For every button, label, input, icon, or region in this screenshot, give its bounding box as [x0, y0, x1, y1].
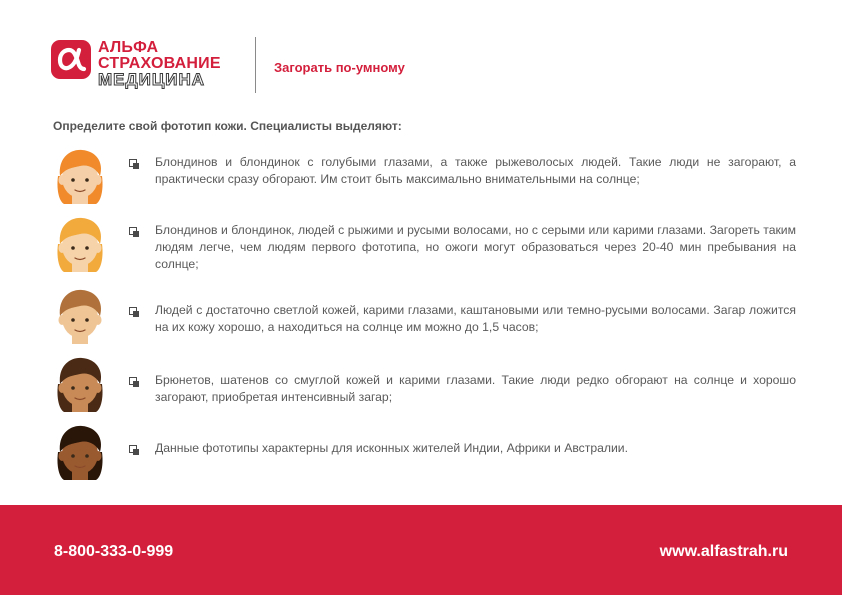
phototype-description: Блондинов и блондинок с голубыми глазами, а также рыжеволосых людей. Такие люди не загорают, а практически сразу обгорают. Им стоит быть максимально внимательными на солнце; [155, 155, 796, 186]
phone-number[interactable]: 8-800-333-0-999 [54, 543, 174, 560]
checkbox-bullet-icon [129, 377, 137, 385]
header-divider [255, 37, 256, 93]
phototype-description: Людей с достаточно светлой кожей, карими глазами, каштановыми или темно-русыми волосами. Загар ложится на их кожу хорошо, а находиться на солнце им можно до 1,5 часов; [155, 303, 796, 334]
alpha-logo-icon [51, 40, 91, 79]
face-blonde-icon [52, 214, 108, 276]
checkbox-bullet-icon [129, 227, 137, 235]
face-dark-icon [52, 422, 108, 484]
website-link[interactable]: www.alfastrah.ru [659, 543, 788, 560]
checkbox-bullet-icon [129, 159, 137, 167]
checkbox-bullet-icon [129, 445, 137, 453]
intro-text: Определите свой фототип кожи. Специалисты выделяют: [53, 119, 402, 133]
logo-text-line-3: МЕДИЦИНА [98, 70, 206, 89]
face-redhead-icon [52, 146, 108, 208]
phototype-description: Данные фототипы характерны для исконных жителей Индии, Африки и Австралии. [155, 441, 629, 455]
alfa-logo [51, 37, 251, 93]
logo-text-line-2: СТРАХОВАНИЕ [98, 55, 221, 72]
checkbox-bullet-icon [129, 307, 137, 315]
face-tan-icon [52, 354, 108, 416]
phototype-description: Брюнетов, шатенов со смуглой кожей и карими глазами. Такие люди редко обгорают на солнце и хорошо загорают, приобретая интенсивный загар; [155, 373, 796, 404]
face-light-brown-icon [52, 286, 108, 348]
logo-text-line-1: АЛЬФА [98, 39, 159, 56]
phototype-description: Блондинов и блондинок, людей с рыжими и русыми волосами, но с серыми или карими глазами. Загореть таким людям легче, чем людям первого фототипа, но ожоги могут образоваться через 20-40 мин пребывания на солнце; [155, 223, 796, 271]
page-title: Загорать по-умному [274, 60, 405, 75]
